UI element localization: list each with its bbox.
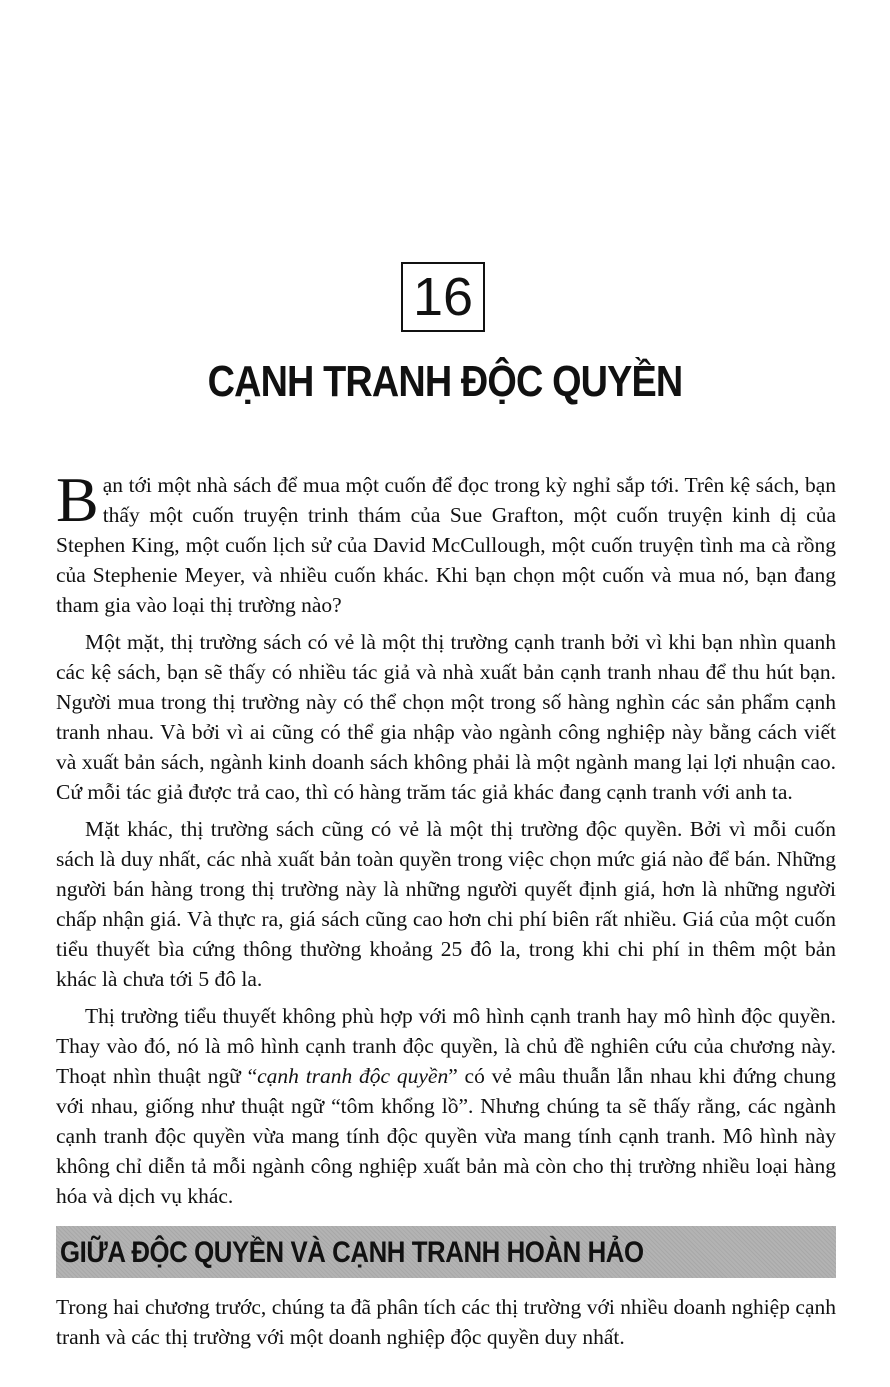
chapter-title: CẠNH TRANH ĐỘC QUYỀN [207, 357, 683, 406]
section-text [56, 1292, 836, 1359]
intro-paragraph-3: Mặt khác, thị trường sách cũng có vẻ là một thị trường độc quyền. Bởi vì mỗi cuốn sách là duy nhất, các nhà xuất bản toàn quyền trong việc chọn mức giá nào để bán. Những người bán hàng trong thị trường này là những người quyết định giá, hơn là những người chấp nhận giá. Và thực ra, giá sách cũng cao hơn chi phí biên rất nhiều. Giá của một cuốn tiểu thuyết bìa cứng thông thường khoảng 25 đô la, trong khi chi phí in thêm một bản khác là chưa tới 5 đô la. [56, 817, 836, 991]
intro-paragraph-4-text-a: Thị trường tiểu thuyết không phù hợp với mô hình cạnh tranh hay mô hình độc quyền. Thay vào đó, nó là mô hình cạnh tranh độc quyền, là chủ đề nghiên cứu của chương này. Thoạt nhìn thuật ngữ “ [56, 1004, 836, 1088]
intro-paragraph-2: Một mặt, thị trường sách có vẻ là một thị trường cạnh tranh bởi vì khi bạn nhìn quanh các kệ sách, bạn sẽ thấy có nhiều tác giả và nhà xuất bản cạnh tranh nhau để thu hút bạn. Người mua trong thị trường này có thể chọn một trong số hàng nghìn các sản phẩm cạnh tranh nhau. Và bởi vì ai cũng có thể gia nhập vào ngành công nghiệp này bằng cách viết và xuất bản sách, ngành kinh doanh sách không phải là một ngành mang lại lợi nhuận cao. Cứ mỗi tác giả được trả cao, thì có hàng trăm tác giả khác đang cạnh tranh với anh ta. [56, 630, 836, 804]
intro-paragraph-4-emphasis: cạnh tranh độc quyền [257, 1064, 449, 1088]
intro-paragraph-4-text-b: ” có vẻ mâu thuẫn lẫn nhau khi đứng chung với nhau, giống như thuật ngữ “tôm khổng lồ”. Nhưng chúng ta sẽ thấy rằng, các ngành cạnh tranh độc quyền vừa mang tính độc quyền vừa mang tính cạnh tranh. Mô hình này không chỉ diễn tả mỗi ngành công nghiệp xuất bản mà còn cho thị trường nhiều loại hàng hóa và dịch vụ khác. [56, 1064, 837, 1208]
chapter-number-box: 16 [401, 262, 485, 332]
chapter-intro-text [56, 464, 837, 1218]
drop-cap-letter: B [56, 464, 99, 535]
intro-paragraph-1-text: ạn tới một nhà sách để mua một cuốn để đọc trong kỳ nghỉ sắp tới. Trên kệ sách, bạn thấy một cuốn truyện trinh thám của Sue Grafton, một cuốn truyện kinh dị của Stephen King, một cuốn lịch sử của David McCullough, một cuốn truyện tình ma cà rồng của Stephenie Meyer, và nhiều cuốn khác. Khi bạn chọn một cuốn và mua nó, bạn đang tham gia vào loại thị trường nào? [56, 473, 836, 617]
intro-paragraph-4 [56, 1001, 836, 1211]
intro-paragraph-1 [56, 464, 836, 620]
section-paragraph-1: Trong hai chương trước, chúng ta đã phân tích các thị trường với nhiều doanh nghiệp cạnh tranh và các thị trường với một doanh nghiệp độc quyền duy nhất. [56, 1295, 836, 1349]
section-heading: GIỮA ĐỘC QUYỀN VÀ CẠNH TRANH HOÀN HẢO [60, 1236, 644, 1269]
